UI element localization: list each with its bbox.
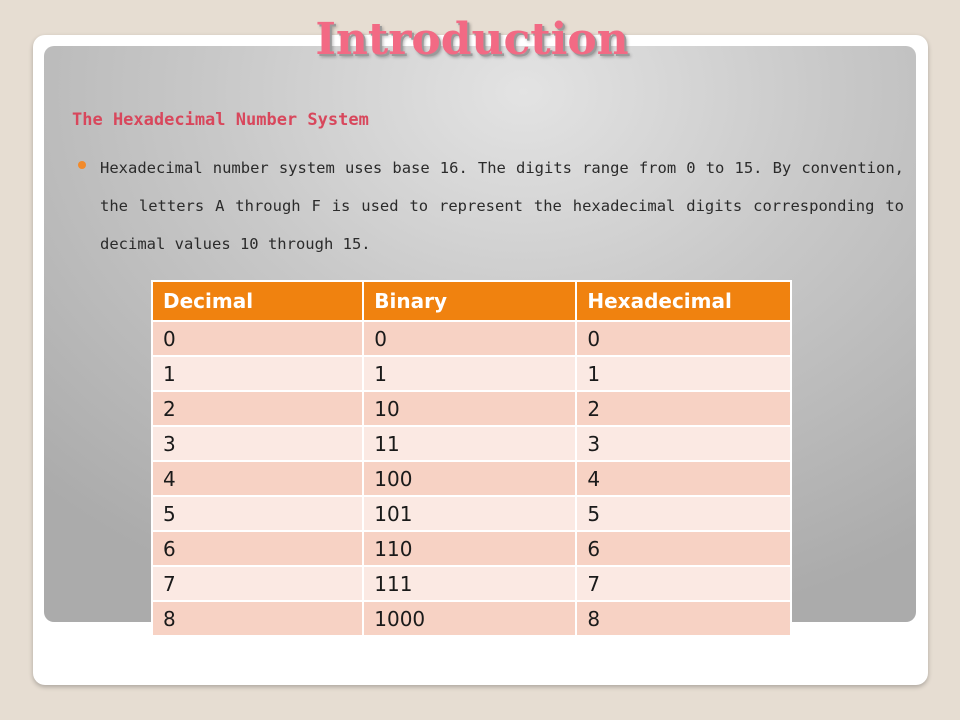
table-row bbox=[152, 566, 791, 601]
cell-decimal: 5 bbox=[152, 496, 363, 531]
cell-decimal: 6 bbox=[152, 531, 363, 566]
cell-binary: 1 bbox=[363, 356, 576, 391]
slide-subtitle: The Hexadecimal Number System bbox=[72, 110, 369, 130]
table-header-row bbox=[152, 281, 791, 321]
cell-hexadecimal: 8 bbox=[576, 601, 791, 636]
cell-binary: 100 bbox=[363, 461, 576, 496]
cell-binary: 10 bbox=[363, 391, 576, 426]
cell-hexadecimal: 3 bbox=[576, 426, 791, 461]
table-row bbox=[152, 321, 791, 356]
table-row bbox=[152, 601, 791, 636]
header-decimal: Decimal bbox=[152, 281, 363, 321]
cell-decimal: 7 bbox=[152, 566, 363, 601]
slide-title: Introduction bbox=[315, 14, 629, 65]
table-row bbox=[152, 356, 791, 391]
cell-hexadecimal: 4 bbox=[576, 461, 791, 496]
cell-binary: 101 bbox=[363, 496, 576, 531]
cell-binary: 11 bbox=[363, 426, 576, 461]
cell-decimal: 8 bbox=[152, 601, 363, 636]
cell-decimal: 0 bbox=[152, 321, 363, 356]
cell-decimal: 4 bbox=[152, 461, 363, 496]
cell-hexadecimal: 7 bbox=[576, 566, 791, 601]
cell-binary: 110 bbox=[363, 531, 576, 566]
table-row bbox=[152, 461, 791, 496]
bullet-text: Hexadecimal number system uses base 16. The digits range from 0 to 15. By convention, the letters A through F is used to represent the hexadecimal digits corresponding to decimal values 10 through 15. bbox=[100, 159, 904, 253]
table-row bbox=[152, 426, 791, 461]
cell-decimal: 3 bbox=[152, 426, 363, 461]
cell-binary: 1000 bbox=[363, 601, 576, 636]
conversion-table bbox=[151, 280, 792, 637]
cell-decimal: 1 bbox=[152, 356, 363, 391]
table-row bbox=[152, 531, 791, 566]
cell-binary: 111 bbox=[363, 566, 576, 601]
cell-decimal: 2 bbox=[152, 391, 363, 426]
bullet-dot-icon bbox=[78, 161, 86, 169]
cell-hexadecimal: 5 bbox=[576, 496, 791, 531]
table-row bbox=[152, 391, 791, 426]
header-hexadecimal: Hexadecimal bbox=[576, 281, 791, 321]
table-row bbox=[152, 496, 791, 531]
cell-hexadecimal: 1 bbox=[576, 356, 791, 391]
cell-hexadecimal: 0 bbox=[576, 321, 791, 356]
cell-binary: 0 bbox=[363, 321, 576, 356]
header-binary: Binary bbox=[363, 281, 576, 321]
cell-hexadecimal: 6 bbox=[576, 531, 791, 566]
cell-hexadecimal: 2 bbox=[576, 391, 791, 426]
